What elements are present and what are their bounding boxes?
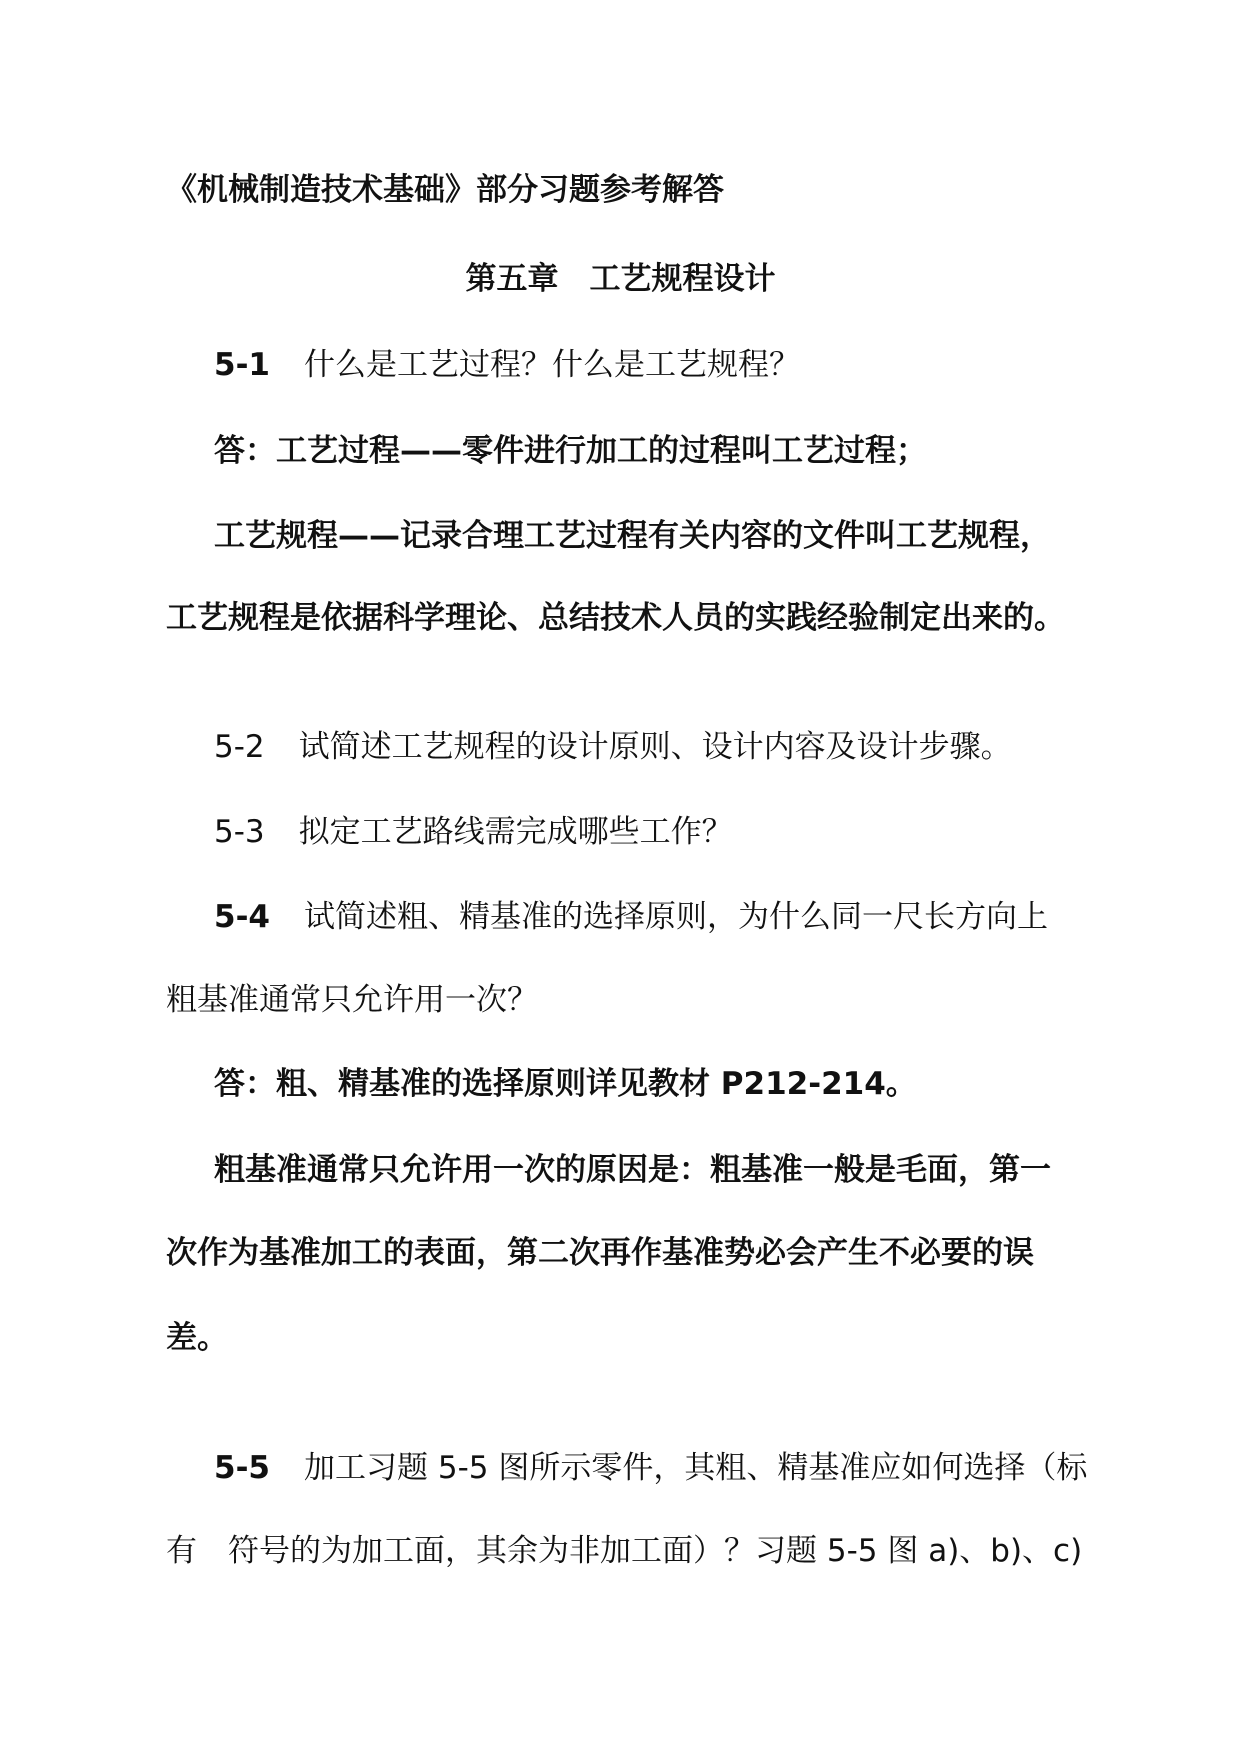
question-5-1 — [214, 345, 800, 385]
question-5-5-line-1 — [214, 1448, 1087, 1488]
answer-5-4-line-4: 差。 — [166, 1320, 228, 1356]
question-number: 5-3 — [214, 814, 265, 850]
question-5-3 — [214, 812, 733, 852]
question-number: 5-4 — [214, 899, 271, 935]
answer-5-1-line-2: 工艺规程——记录合理工艺过程有关内容的文件叫工艺规程， — [214, 518, 1051, 554]
question-text: 什么是工艺过程？什么是工艺规程？ — [304, 347, 801, 383]
question-text: 试简述粗、精基准的选择原则，为什么同一尺长方向上 — [304, 899, 1049, 935]
question-number: 5-2 — [214, 729, 265, 765]
answer-5-1-line-3: 工艺规程是依据科学理论、总结技术人员的实践经验制定出来的。 — [166, 600, 1065, 636]
answer-5-4-line-2: 粗基准通常只允许用一次的原因是：粗基准一般是毛面，第一 — [214, 1152, 1051, 1188]
answer-5-4-line-3: 次作为基准加工的表面，第二次再作基准势必会产生不必要的误 — [166, 1235, 1034, 1271]
document-title: 《机械制造技术基础》部分习题参考解答 — [166, 172, 724, 208]
question-text: 加工习题 5-5 图所示零件，其粗、精基准应如何选择（标 — [304, 1450, 1088, 1486]
question-text: 拟定工艺路线需完成哪些工作？ — [298, 814, 733, 850]
question-5-5-line-2: 有 符号的为加工面，其余为非加工面）？习题 5-5 图 a)、b)、c) — [166, 1533, 1083, 1569]
question-number: 5-1 — [214, 347, 271, 383]
question-text: 试简述工艺规程的设计原则、设计内容及设计步骤。 — [298, 729, 1012, 765]
question-5-2 — [214, 727, 1012, 767]
question-5-4-line-1 — [214, 897, 1048, 937]
chapter-heading: 第五章 工艺规程设计 — [465, 261, 776, 297]
question-5-4-line-2: 粗基准通常只允许用一次？ — [166, 982, 538, 1018]
answer-5-1-line-1: 答：工艺过程——零件进行加工的过程叫工艺过程； — [214, 433, 927, 469]
question-number: 5-5 — [214, 1450, 271, 1486]
answer-5-4-line-1: 答：粗、精基准的选择原则详见教材 P212-214。 — [214, 1066, 917, 1102]
